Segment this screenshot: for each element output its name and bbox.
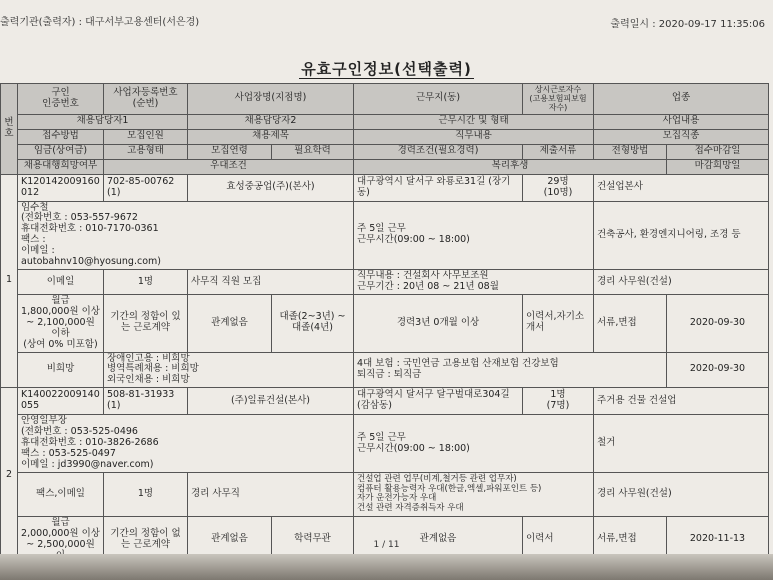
job-type: 경리 사무원(건설) bbox=[594, 472, 769, 516]
col-industry: 업종 bbox=[594, 84, 769, 115]
header-row-2 bbox=[1, 114, 769, 129]
page-number: 1 / 11 bbox=[373, 540, 400, 550]
business-content: 철거 bbox=[594, 415, 769, 473]
employee-count: 29명 (10명) bbox=[523, 174, 594, 201]
col-biz-no: 사업자등록번호 (순번) bbox=[104, 84, 188, 115]
col-work-hours: 근무시간 및 형태 bbox=[354, 114, 594, 129]
col-wage: 임금(상여금) bbox=[18, 144, 104, 159]
col-manager1: 채용담당자1 bbox=[18, 114, 188, 129]
manager-contact: 안영일부장 (전화번호 : 053-525-0496 휴대전화번호 : 010-3826-2686 팩스 : 053-525-0497 이메일 : jd3990@naver.com) bbox=[18, 415, 354, 473]
screening-method: 서류,면접 bbox=[594, 516, 667, 563]
col-close-date: 마감희망일 bbox=[667, 159, 769, 174]
col-agency: 채용대행희망여부 bbox=[18, 159, 104, 174]
col-duties: 직무내용 bbox=[354, 129, 594, 144]
work-location: 대구광역시 달서구 와룡로31길 (장기동) bbox=[354, 174, 523, 201]
career-requirement: 경력3년 0개월 이상 bbox=[354, 294, 523, 352]
header-row-1 bbox=[1, 84, 769, 115]
career-requirement: 관계없음 bbox=[354, 516, 523, 563]
education: 대졸(2~3년) ~ 대졸(4년) bbox=[272, 294, 354, 352]
col-career: 경력조건(필요경력) bbox=[354, 144, 523, 159]
required-documents: 이력서 bbox=[523, 516, 594, 563]
print-datetime: 출력일시 : 2020-09-17 11:35:06 bbox=[610, 19, 765, 30]
record-number: 1 bbox=[1, 174, 18, 388]
col-age: 모집연령 bbox=[188, 144, 272, 159]
required-documents: 이력서,자기소개서 bbox=[523, 294, 594, 352]
work-location: 대구광역시 달서구 달구벌대로304길 (감삼동) bbox=[354, 388, 523, 415]
job-openings-table bbox=[0, 83, 769, 564]
manager-contact: 임수철 (전화번호 : 053-557-9672 휴대전화번호 : 010-7170-0361 팩스 : 이메일 : autobahnv10@hyosung.com) bbox=[18, 201, 354, 270]
biz-no: 702-85-00762(1) bbox=[104, 174, 188, 201]
auth-no: K140022009140055 bbox=[18, 388, 104, 415]
welfare-benefits: 4대 보험 : 국민연금 고용보험 산재보험 건강보험 퇴직금 : 퇴직금 bbox=[354, 352, 667, 388]
job-title: 사무직 직원 모집 bbox=[188, 270, 354, 295]
col-number: 번호 bbox=[1, 84, 18, 175]
age-requirement: 관계없음 bbox=[188, 516, 272, 563]
record-number: 2 bbox=[1, 388, 18, 563]
industry: 주거용 건물 건설업 bbox=[594, 388, 769, 415]
receipt-method: 이메일 bbox=[18, 270, 104, 295]
record-2-row-2 bbox=[1, 415, 769, 473]
col-job-type: 모집직종 bbox=[594, 129, 769, 144]
preferential-conditions: 장애인고용 : 비희망 병역특례채용 : 비희망 외국인채용 : 비희망 bbox=[104, 352, 354, 388]
employee-count: 1명 (7명) bbox=[523, 388, 594, 415]
employment-type: 기간의 정함이 있는 근로계약 bbox=[104, 294, 188, 352]
job-duties: 건설업 관련 업무(비계,철거등 관련 업무자) 컴퓨터 활용능력자 우대(한글,엑셀,파워포인트 등) 자가 운전가능자 우대 건설 관련 자격증취득자 우대 bbox=[354, 472, 594, 516]
application-deadline: 2020-09-30 bbox=[667, 294, 769, 352]
header-row-5 bbox=[1, 159, 769, 174]
col-employment: 고용형태 bbox=[104, 144, 188, 159]
col-education: 필요학력 bbox=[272, 144, 354, 159]
employment-type: 기간의 정함이 없는 근로계약 bbox=[104, 516, 188, 563]
industry: 건설업본사 bbox=[594, 174, 769, 201]
record-1-row-2 bbox=[1, 201, 769, 270]
photo-shadow bbox=[0, 554, 773, 580]
col-job-title: 채용제목 bbox=[188, 129, 354, 144]
wage: 월급 2,000,000원 이상 ~ 2,500,000원 bbox=[18, 516, 104, 563]
agency-preference: 비희망 bbox=[18, 352, 104, 388]
col-welfare: 복리후생 bbox=[354, 159, 667, 174]
col-auth-no: 구인 인증번호 bbox=[18, 84, 104, 115]
col-headcount: 모집인원 bbox=[104, 129, 188, 144]
col-location: 근무지(동) bbox=[354, 84, 523, 115]
col-employees: 상시근로자수 (고용보험피보험자수) bbox=[523, 84, 594, 115]
wage: 월급 1,800,000원 이상 ~ 2,100,000원 이하 (상여 0% 미포함) bbox=[18, 294, 104, 352]
col-business: 사업내용 bbox=[594, 114, 769, 129]
business-content: 건축공사, 환경엔지니어링, 조경 등 bbox=[594, 201, 769, 270]
application-deadline: 2020-11-13 bbox=[667, 516, 769, 563]
work-hours: 주 5일 근무 근무시간(09:00 ~ 18:00) bbox=[354, 415, 594, 473]
col-manager2: 채용담당자2 bbox=[188, 114, 354, 129]
job-duties: 직무내용 : 건설회사 사무보조원 근무기간 : 20년 08 ~ 21년 08월 bbox=[354, 270, 594, 295]
biz-no: 508-81-31933(1) bbox=[104, 388, 188, 415]
company-name: (주)일류건설(본사) bbox=[188, 388, 354, 415]
job-type: 경리 사무원(건설) bbox=[594, 270, 769, 295]
col-company: 사업장명(지점명) bbox=[188, 84, 354, 115]
record-1-row-1 bbox=[1, 174, 769, 201]
screening-method: 서류,면접 bbox=[594, 294, 667, 352]
record-1-row-3 bbox=[1, 270, 769, 295]
header-row-3 bbox=[1, 129, 769, 144]
job-title: 경리 사무직 bbox=[188, 472, 354, 516]
col-deadline: 접수마감일 bbox=[667, 144, 769, 159]
receipt-method: 팩스,이메일 bbox=[18, 472, 104, 516]
work-hours: 주 5일 근무 근무시간(09:00 ~ 18:00) bbox=[354, 201, 594, 270]
record-1-row-4 bbox=[1, 294, 769, 352]
headcount: 1명 bbox=[104, 472, 188, 516]
header-row-4 bbox=[1, 144, 769, 159]
age-requirement: 관계없음 bbox=[188, 294, 272, 352]
col-preference: 우대조건 bbox=[104, 159, 354, 174]
company-name: 효성중공업(주)(본사) bbox=[188, 174, 354, 201]
close-date: 2020-09-30 bbox=[667, 352, 769, 388]
col-receipt: 접수방법 bbox=[18, 129, 104, 144]
col-screening: 전형방법 bbox=[594, 144, 667, 159]
headcount: 1명 bbox=[104, 270, 188, 295]
auth-no: K120142009160012 bbox=[18, 174, 104, 201]
issuer-info: 출력기관(출력자) : 대구서부고용센터(서은경) bbox=[0, 17, 200, 28]
record-2-row-3 bbox=[1, 472, 769, 516]
education: 학력무관 bbox=[272, 516, 354, 563]
record-1-row-5 bbox=[1, 352, 769, 388]
col-documents: 제출서류 bbox=[523, 144, 594, 159]
document-title: 유효구인정보(선택출력) bbox=[301, 60, 472, 78]
record-2-row-1 bbox=[1, 388, 769, 415]
